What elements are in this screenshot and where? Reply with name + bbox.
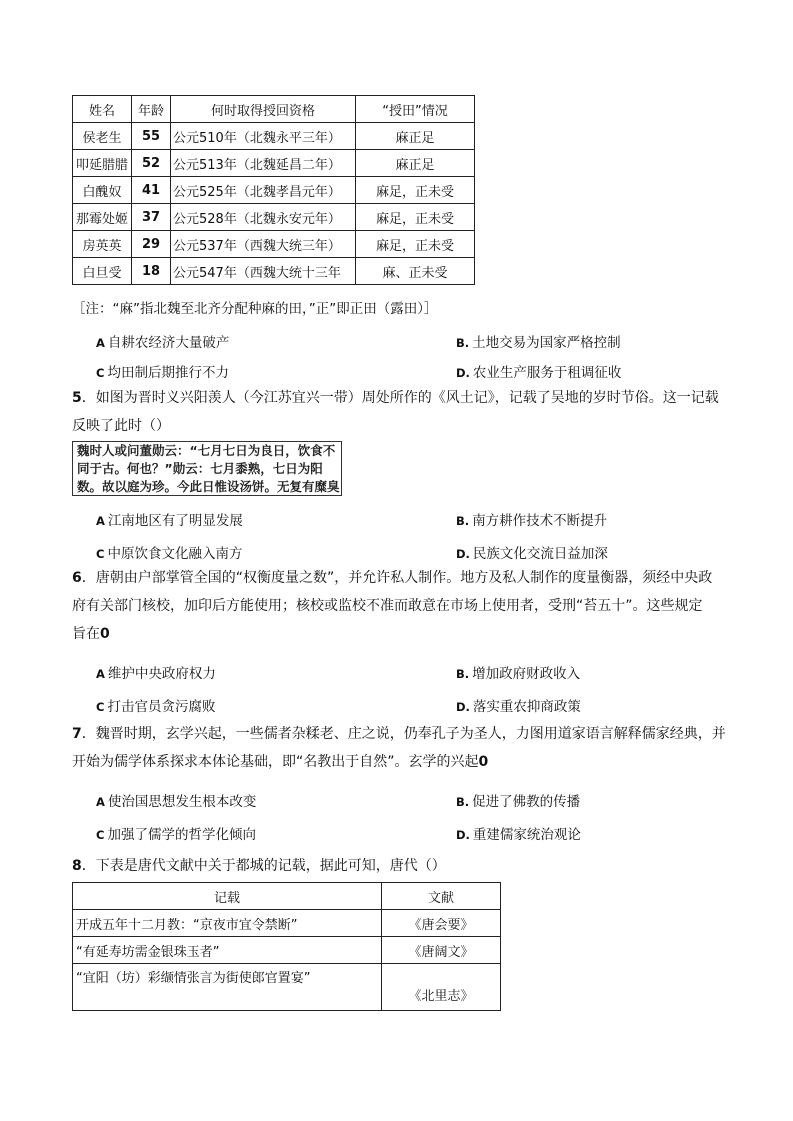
q4-option-a[interactable] [96, 331, 229, 351]
age-cell: 55 [132, 123, 171, 150]
table-row [73, 204, 475, 231]
table-row [73, 910, 501, 937]
name-cell: 侯老生 [73, 123, 132, 150]
time-cell: 公元547年（西魏大统十三年 [171, 258, 356, 285]
time-cell: 公元537年（西魏大统三年） [171, 231, 356, 258]
record-cell: “有延寿坊需金银珠玉者” [73, 937, 382, 964]
age-cell: 29 [132, 231, 171, 258]
answer-blank: 0 [100, 626, 110, 642]
question-number: 8 [72, 858, 82, 874]
option-letter: C [96, 547, 105, 561]
option-letter: A [96, 336, 105, 350]
option-text: 增加政府财政收入 [472, 666, 581, 682]
grant-cell: 麻足，正未受 [356, 231, 475, 258]
option-letter: A [96, 514, 105, 528]
table-row [73, 123, 475, 150]
age-cell: 41 [132, 177, 171, 204]
question-text: ．魏晋时期，玄学兴起，一些儒者杂糅老、庄之说，仍奉孔子为圣人，力图用道家语言解释儒家经典，并 [81, 726, 726, 742]
time-cell: 公元528年（北魏永安元年） [171, 204, 356, 231]
quote-line: 同于古。何也？”勋云：七月黍熟，七日为阳 [77, 461, 323, 476]
q7-option-b[interactable] [456, 790, 580, 810]
source-cell: 《北里志》 [382, 964, 501, 1011]
question-line: 府有关部门核校，加印后方能使用；核校或监校不准而敢意在市场上使用者，受刑“苔五十”。这些规定 [72, 598, 703, 614]
table-row [73, 937, 501, 964]
record-cell: “宜阳（坊）彩缬情张言为街使郎官置宴” [73, 964, 382, 1011]
table-header-cell: 记载 [73, 883, 382, 910]
option-text: 自耕农经济大量破产 [107, 335, 230, 351]
question-number: 6 [72, 570, 82, 586]
option-text: 民族文化交流日益加深 [472, 546, 608, 562]
option-letter: D. [456, 700, 470, 714]
grant-cell: 麻、正未受 [356, 258, 475, 285]
grant-cell: 麻正足 [356, 150, 475, 177]
table-row [73, 964, 501, 1011]
option-text: 重建儒家统治观论 [472, 827, 581, 843]
q5-option-d[interactable] [456, 542, 608, 562]
option-text: 加强了儒学的哲学化倾向 [107, 827, 256, 843]
land-grant-table [72, 95, 475, 285]
option-letter: D. [456, 828, 470, 842]
name-cell: 叩延腊腊 [73, 150, 132, 177]
option-letter: B. [456, 667, 470, 681]
q4-option-c[interactable] [96, 361, 229, 381]
question-8 [72, 852, 727, 880]
option-text: 均田制后期推行不力 [107, 365, 229, 381]
source-cell: 《唐会要》 [382, 910, 501, 937]
table-header-row [73, 883, 501, 910]
option-text: 落实重农抑商政策 [472, 699, 581, 715]
grant-cell: 麻正足 [356, 123, 475, 150]
table-header-row [73, 96, 475, 123]
age-cell: 18 [132, 258, 171, 285]
q5-option-c[interactable] [96, 542, 242, 562]
q5-option-b[interactable] [456, 509, 607, 529]
option-letter: A [96, 667, 105, 681]
option-text: 维护中央政府权力 [107, 666, 216, 682]
time-cell: 公元525年（北魏孝昌元年） [171, 177, 356, 204]
option-letter: D. [456, 366, 470, 380]
q4-option-b[interactable] [456, 331, 621, 351]
table-row [73, 150, 475, 177]
quote-line: 魏时人或问董勋云：“七月七日为良日，饮食不 [77, 443, 336, 458]
question-line [72, 620, 727, 648]
question-7 [72, 720, 727, 776]
option-letter: A [96, 795, 105, 809]
grant-cell: 麻足，正未受 [356, 204, 475, 231]
table-header-cell: 文献 [382, 883, 501, 910]
q6-option-c[interactable] [96, 695, 215, 715]
option-letter: D. [456, 547, 470, 561]
table-row [73, 231, 475, 258]
name-cell: 白旦受 [73, 258, 132, 285]
table-row [73, 177, 475, 204]
grant-cell: 麻足，正未受 [356, 177, 475, 204]
q7-option-a[interactable] [96, 790, 256, 810]
q7-option-d[interactable] [456, 823, 581, 843]
option-letter: C [96, 828, 105, 842]
name-cell: 房英英 [73, 231, 132, 258]
source-cell: 《唐阔文》 [382, 937, 501, 964]
q4-option-d[interactable] [456, 361, 621, 381]
question-text: 开始为儒学体系探求本体论基础，即“名教出于自然”。玄学的兴起 [72, 754, 479, 770]
option-text: 使治国思想发生根本改变 [107, 794, 257, 810]
table-row [73, 258, 475, 285]
question-text: ．如图为晋时义兴阳羡人（今江苏宜兴一带）周处所作的《风土记》，记载了吴地的岁时节俗。这一记载 [81, 390, 719, 406]
q6-option-a[interactable] [96, 662, 216, 682]
q7-option-c[interactable] [96, 823, 256, 843]
question-line [72, 748, 727, 776]
q6-option-d[interactable] [456, 695, 581, 715]
option-text: 江南地区有了明显发展 [107, 513, 243, 529]
question-line: 反映了此时（） [72, 418, 170, 434]
name-cell: 那霉处姬 [73, 204, 132, 231]
quote-line: 数。故以庭为珍。今此日惟设汤饼。无复有糜臭 [77, 479, 340, 494]
question-line [72, 564, 727, 592]
option-text: 农业生产服务于租调征收 [472, 365, 622, 381]
name-cell: 白醜奴 [73, 177, 132, 204]
question-6 [72, 564, 727, 648]
option-text: 南方耕作技术不断提升 [472, 513, 608, 529]
age-cell: 37 [132, 204, 171, 231]
option-letter: B. [456, 795, 470, 809]
table-header-cell: 姓名 [73, 96, 132, 123]
table-header-cell: 年龄 [132, 96, 171, 123]
option-text: 中原饮食文化融入南方 [107, 546, 243, 562]
question-number: 7 [72, 726, 82, 742]
question-5 [72, 384, 727, 440]
question-line [72, 384, 727, 412]
time-cell: 公元513年（北魏延昌二年） [171, 150, 356, 177]
q5-option-a[interactable] [96, 509, 243, 529]
time-cell: 公元510年（北魏永平三年） [171, 123, 356, 150]
option-letter: C [96, 366, 105, 380]
q6-option-b[interactable] [456, 662, 580, 682]
table-header-cell: “授田”情况 [356, 96, 475, 123]
record-cell: 开成五年十二月教：“京夜市宜令禁断” [73, 910, 382, 937]
question-text: ．下表是唐代文献中关于都城的记载，据此可知，唐代（） [81, 858, 446, 874]
source-quote-box [72, 441, 342, 496]
option-letter: C [96, 700, 105, 714]
table-header-cell: 何时取得授回资格 [171, 96, 356, 123]
question-text: ．唐朝由户部掌管全国的“权衡度量之数”，并允许私人制作。地方及私人制作的度量衡器，须经中央政 [81, 570, 713, 586]
answer-blank: 0 [478, 754, 489, 770]
option-text: 打击官员贪污腐败 [107, 699, 216, 715]
records-table [72, 882, 501, 1011]
question-line [72, 720, 727, 748]
question-line [72, 852, 727, 880]
option-text: 促进了佛教的传播 [472, 794, 581, 810]
question-number: 5 [72, 390, 82, 406]
option-letter: B. [456, 336, 470, 350]
option-text: 土地交易为国家严格控制 [472, 335, 621, 351]
option-letter: B. [456, 514, 470, 528]
age-cell: 52 [132, 150, 171, 177]
table-note: ［注：“麻”指北魏至北齐分配种麻的田，”正”即正田（露田）］ [72, 301, 438, 317]
question-text: 旨在 [72, 626, 100, 642]
